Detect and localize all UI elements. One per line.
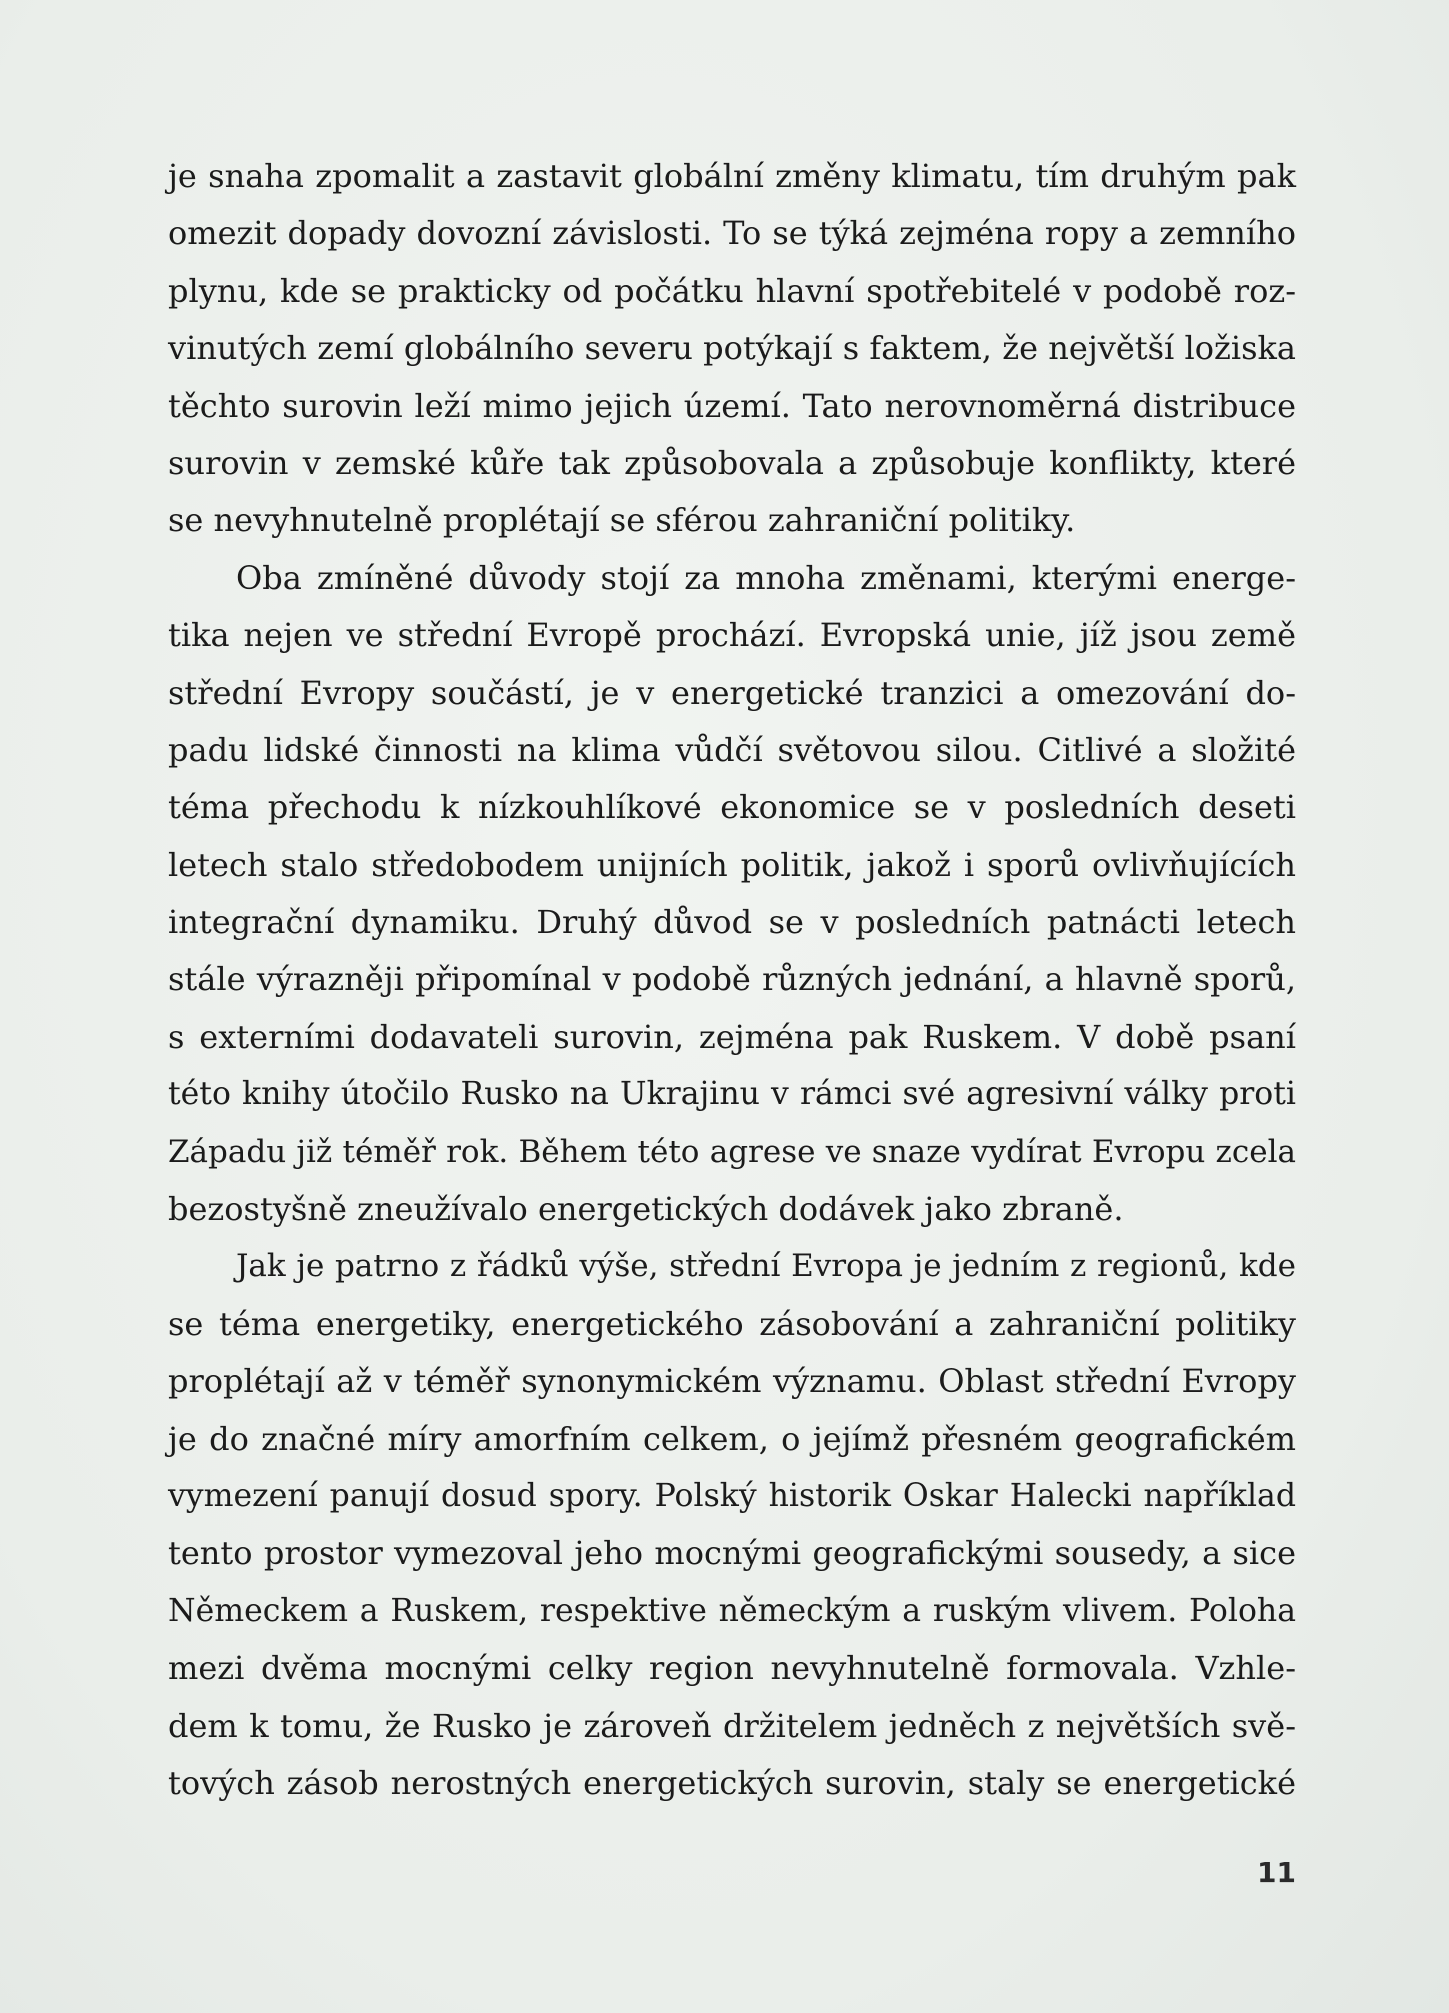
text-line: omezit dopady dovozní závislosti. To se týká zejména ropy a zemního [168,214,1296,253]
body-text [168,148,1296,1812]
text-line: stále výrazněji připomínal v podobě různých jednání, a hlavně sporů, [168,960,1296,999]
text-line: je do značné míry amorfním celkem, o jejímž přesném geografickém [168,1419,1296,1458]
text-line: této knihy útočilo Rusko na Ukrajinu v rámci své agresivní války proti [168,1076,1296,1113]
text-line: téma přechodu k nízkouhlíkové ekonomice se v posledních deseti [168,788,1296,827]
text-line: je snaha zpomalit a zastavit globální změny klimatu, tím druhým pak [168,157,1296,195]
text-line: dem k tomu, že Rusko je zároveň držitelem jedněch z největších svě- [168,1706,1296,1745]
text-line: vinutých zemí globálního severu potýkají s faktem, že největší ložiska [168,329,1296,368]
text-line: integrační dynamiku. Druhý důvod se v posledních patnácti letech [168,903,1296,942]
text-line: Jak je patrno z řádků výše, střední Evropa je jedním z regionů, kde [236,1248,1296,1285]
text-line: tika nejen ve střední Evropě prochází. Evropská unie, jíž jsou země [168,616,1296,655]
text-line: bezostyšně zneužívalo energetických dodávek jako zbraně. [168,1190,1124,1229]
text-line: se nevyhnutelně proplétají se sférou zahraniční politiky. [168,501,1076,540]
text-line: mezi dvěma mocnými celky region nevyhnutelně formovala. Vzhle- [168,1649,1296,1688]
text-line: těchto surovin leží mimo jejich území. Tato nerovnoměrná distribuce [168,386,1296,425]
text-line: tento prostor vymezoval jeho mocnými geografickými sousedy, a sice [168,1534,1296,1573]
text-line: se téma energetiky, energetického zásobování a zahraniční politiky [168,1304,1296,1343]
text-line: vymezení panují dosud spory. Polský historik Oskar Halecki například [168,1477,1296,1514]
text-line: proplétají až v téměř synonymickém významu. Oblast střední Evropy [168,1362,1296,1401]
text-line: Německem a Ruskem, respektive německým a ruským vlivem. Poloha [168,1592,1296,1629]
text-line: Oba zmíněné důvody stojí za mnoha změnami, kterými energe- [236,558,1296,597]
text-line: surovin v zemské kůře tak způsobovala a způsobuje konflikty, které [168,443,1296,482]
text-line: letech stalo středobodem unijních politik, jakož i sporů ovlivňujících [168,845,1296,884]
text-line: Západu již téměř rok. Během této agrese ve snaze vydírat Evropu zcela [168,1133,1296,1170]
text-line: plynu, kde se prakticky od počátku hlavní spotřebitelé v podobě roz- [168,271,1296,310]
text-line: s externími dodavateli surovin, zejména pak Ruskem. V době psaní [168,1017,1296,1056]
text-line: padu lidské činnosti na klima vůdčí světovou silou. Citlivé a složité [168,730,1296,769]
page-number: 11 [1257,1856,1296,1889]
text-line: tových zásob nerostných energetických surovin, staly se energetické [168,1763,1296,1802]
text-line: střední Evropy součástí, je v energetické tranzici a omezování do- [168,673,1296,712]
